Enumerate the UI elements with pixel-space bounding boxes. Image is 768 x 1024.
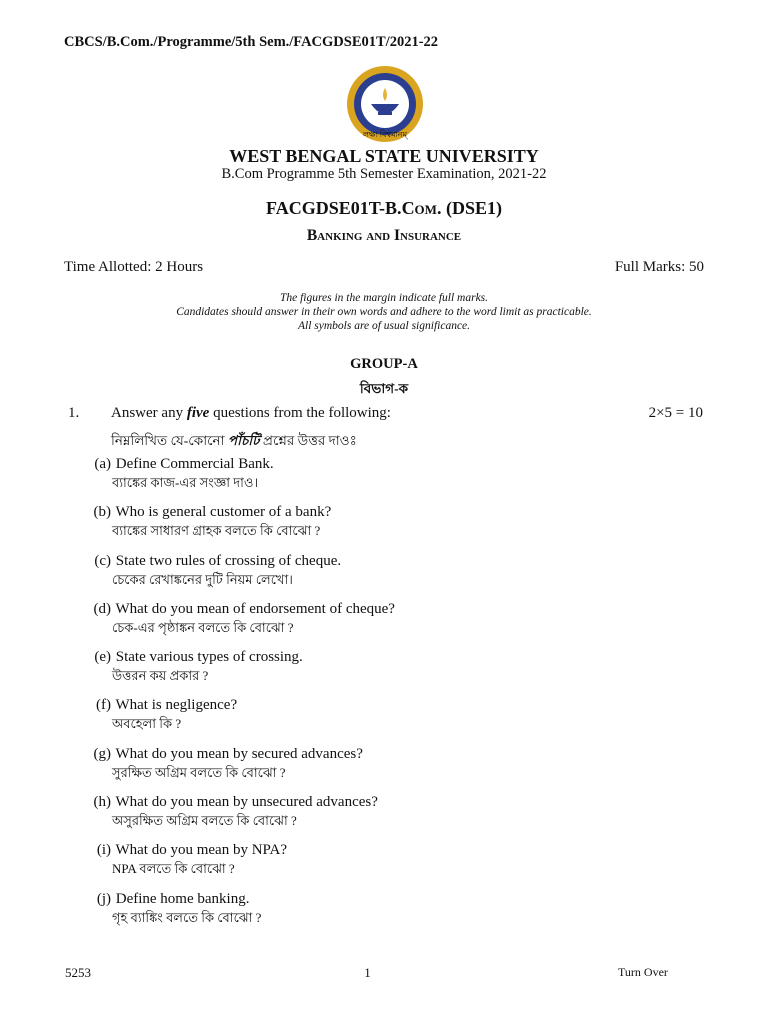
question-marks: 2×5 = 10: [648, 405, 703, 421]
question-item: [89, 648, 689, 696]
time-allotted: Time Allotted: 2 Hours: [64, 259, 204, 275]
question-instruction-bn: নিম্নলিখিত যে-কোনো পাঁচটি প্রশ্নের উত্তর দাওঃ: [111, 433, 357, 448]
question-item: [89, 696, 689, 744]
question-item-bn: চেকের রেখাঙ্কনের দুটি নিয়ম লেখো।: [112, 571, 293, 587]
instruction-line: All symbols are of usual significance.: [297, 320, 471, 332]
question-item: [89, 793, 689, 841]
question-item: [89, 841, 689, 889]
question-item-bn: গৃহ ব্যাঙ্কিং বলতে কি বোঝো ?: [112, 909, 262, 925]
logo-motto: লক্ষ্য বিশ্বমানম্: [362, 130, 408, 139]
paper-reference: CBCS/B.Com./Programme/5th Sem./FACGDSE01T/2021-22: [64, 34, 439, 50]
group-title: GROUP-A: [350, 356, 418, 372]
page-number: 1: [364, 965, 371, 980]
question-number: 1.: [68, 405, 80, 421]
question-list: [89, 455, 689, 938]
question-item-en: (e) State various types of crossing.: [94, 649, 303, 666]
question-instruction: Answer any five questions from the following:: [111, 405, 391, 421]
question-item-bn: অসুরক্ষিত অগ্রিম বলতে কি বোঝো ?: [112, 813, 297, 829]
university-name: WEST BENGAL STATE UNIVERSITY: [229, 146, 539, 166]
question-item-bn: অবহেলা কি ?: [112, 716, 182, 732]
instruction-line: Candidates should answer in their own words and adhere to the word limit as practicable.: [176, 306, 592, 318]
question-item-bn: উত্তরন কয় প্রকার ?: [112, 668, 209, 684]
question-item: [89, 600, 689, 648]
group-title-bn: বিভাগ-ক: [359, 381, 409, 396]
question-item-en: (h) What do you mean by unsecured advances?: [93, 794, 378, 811]
question-item-bn: ব্যাঙ্কের সাধারণ গ্রাহক বলতে কি বোঝো ?: [112, 523, 321, 539]
question-item: [89, 552, 689, 600]
exam-title: B.Com Programme 5th Semester Examination, 2021-22: [221, 166, 547, 182]
question-item-en: (d) What do you mean of endorsement of cheque?: [93, 600, 395, 617]
question-item-en: (b) Who is general customer of a bank?: [93, 504, 332, 521]
question-item-bn: NPA বলতে কি বোঝো ?: [112, 861, 235, 877]
paper-code: FACGDSE01T-B.Com. (DSE1): [266, 198, 502, 218]
question-item-en: (j) Define home banking.: [96, 890, 250, 907]
turn-over: Turn Over: [618, 965, 668, 979]
question-item-en: (i) What do you mean by NPA?: [96, 842, 287, 859]
question-item-bn: চেক-এর পৃষ্ঠাঙ্কন বলতে কি বোঝো ?: [112, 619, 294, 635]
instruction-line: The figures in the margin indicate full marks.: [279, 292, 489, 304]
full-marks: Full Marks: 50: [614, 259, 704, 275]
instructions: [0, 291, 768, 333]
question-item: [89, 503, 689, 551]
question-item-en: (c) State two rules of crossing of cheque.: [94, 552, 342, 569]
question-item-en: (a) Define Commercial Bank.: [94, 456, 274, 472]
paper-title: Banking and Insurance: [306, 227, 462, 244]
question-item-bn: সুরক্ষিত অগ্রিম বলতে কি বোঝো ?: [112, 764, 286, 780]
question-item-bn: ব্যাঙ্কের কাজ-এর সংজ্ঞা দাও।: [112, 475, 259, 490]
question-item: [89, 745, 689, 793]
question-item-en: (g) What do you mean by secured advances?: [93, 745, 363, 762]
question-item: [89, 890, 689, 938]
footer-code: 5253: [65, 965, 91, 980]
question-item-en: (f) What is negligence?: [96, 697, 238, 714]
question-item: [89, 455, 689, 503]
